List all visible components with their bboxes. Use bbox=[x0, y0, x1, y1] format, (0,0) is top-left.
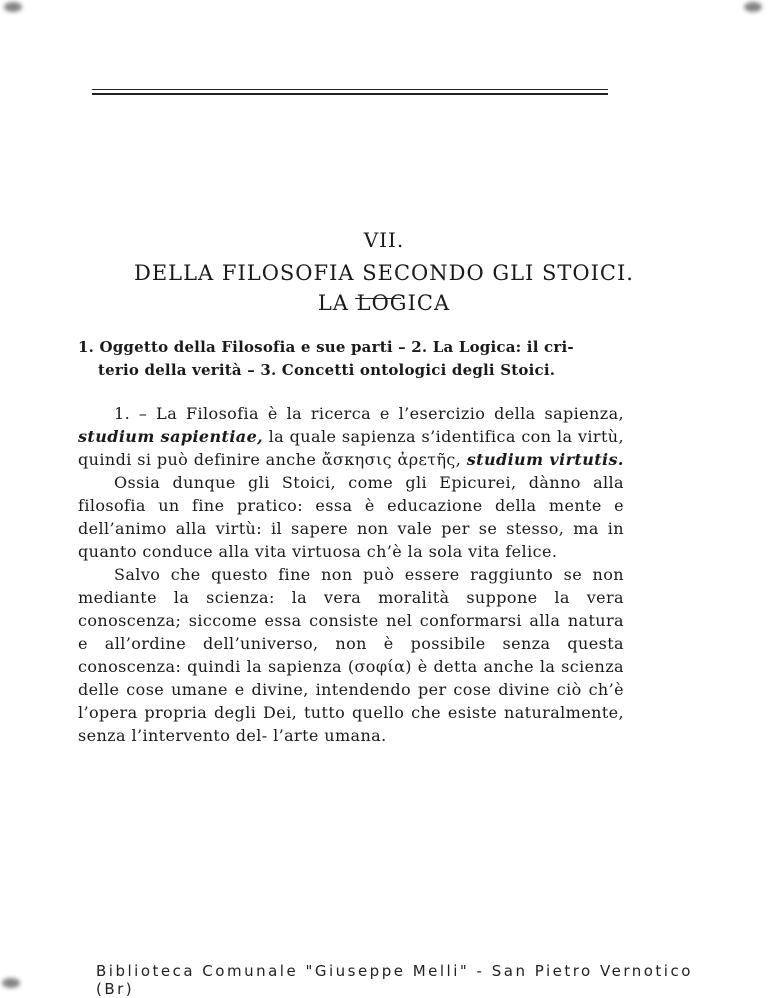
paragraph-1-latin-1: studium sapientiae, bbox=[78, 427, 264, 446]
paragraph-1-latin-2: studium virtutis. bbox=[466, 450, 624, 469]
paragraph-3: Salvo che questo fine non può essere raggiunto se non mediante la scienza: la vera moralità suppone la vera conoscenza; siccome essa consiste nel conformarsi alla natura e all’ordine dell’universo, non è possibile senza questa conoscenza: quindi la sapienza (σοφία) è detta anche la scienza delle cose umane e divine, intendendo per cose divine ciò ch’è l’opera propria degli Dei, tutto quello che esiste naturalmente, senza l’intervento del- l’arte umana. bbox=[78, 565, 624, 745]
title-divider bbox=[355, 298, 401, 299]
library-footer: Biblioteca Comunale "Giuseppe Melli" - San Pietro Vernotico (Br) bbox=[96, 962, 693, 998]
chapter-title-line1: DELLA FILOSOFIA SECONDO GLI STOICI. bbox=[134, 261, 634, 285]
scan-speck bbox=[4, 2, 22, 12]
paragraph-1-text-a: 1. – La Filosofia è la ricerca e l’esercizio della sapienza, bbox=[114, 404, 624, 423]
summary-line-2: terio della verità – 3. Concetti ontologici degli Stoici. bbox=[98, 361, 556, 379]
paragraph-1-text-b: la quale sapienza s’identifica con la virtù, quindi si può definire anche ἄσκησις ἀρετῆς, bbox=[78, 427, 624, 469]
chapter-number: VII. bbox=[363, 228, 405, 252]
summary-line-1: 1. Oggetto della Filosofia e sue parti – 2. La Logica: il cri- bbox=[78, 338, 574, 356]
scan-speck bbox=[2, 978, 20, 988]
header-rule bbox=[92, 89, 608, 90]
body-text bbox=[78, 402, 624, 747]
chapter-title-line2: LA LOGICA bbox=[317, 291, 451, 315]
chapter-summary bbox=[78, 336, 624, 382]
paragraph-2: Ossia dunque gli Stoici, come gli Epicurei, dànno alla filosofia un fine pratico: essa è educazione della mente e dell’animo alla virtù: il sapere non vale per se stesso, ma in quanto conduce alla vita virtuosa ch’è la sola vita felice. bbox=[78, 473, 624, 561]
scan-speck bbox=[744, 2, 762, 12]
paragraph-1 bbox=[78, 402, 624, 471]
header-rule-thick bbox=[92, 93, 608, 95]
